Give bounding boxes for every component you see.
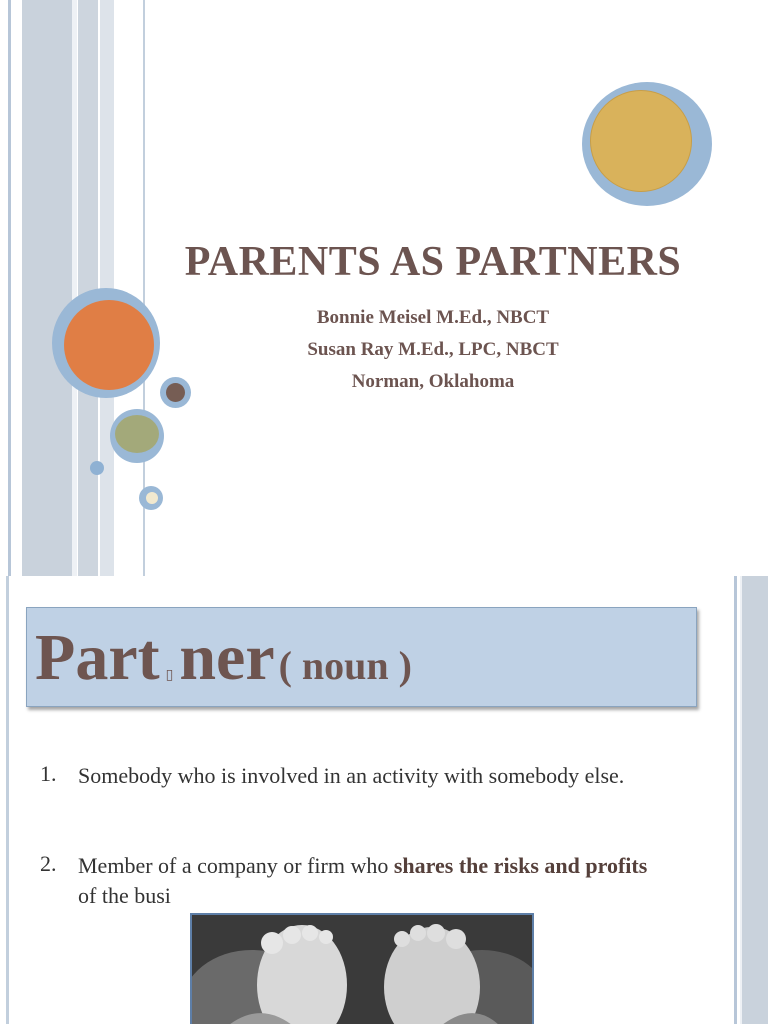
presenter-name-1: Bonnie Meisel M.Ed., NBCT — [316, 307, 550, 328]
decor-stripe — [6, 576, 9, 1024]
list-number: 1. — [40, 761, 57, 786]
decor-circle-orange — [64, 300, 154, 390]
decor-stripe — [734, 576, 737, 1024]
missing-glyph-icon: ▯ — [165, 667, 174, 683]
list-text — [78, 851, 718, 911]
heading-box — [26, 607, 697, 707]
decor-circle-small — [90, 461, 104, 475]
baby-feet-photo — [190, 913, 534, 1024]
decor-stripe — [8, 0, 11, 576]
presenter-location: Norman, Oklahoma — [351, 371, 515, 392]
list-number: 2. — [40, 851, 57, 876]
list-text-bold: shares the risks and profits — [393, 853, 648, 878]
decor-stripe — [22, 0, 72, 576]
list-text: Somebody who is involved in an activity with somebody else. — [78, 763, 625, 788]
slide-title: PARENTS AS PARTNERS — [184, 239, 682, 285]
slide-heading — [35, 620, 412, 696]
decor-circle-cream — [146, 492, 158, 504]
decor-stripe — [72, 0, 77, 576]
presenter-name-2: Susan Ray M.Ed., LPC, NBCT — [307, 339, 559, 360]
baby-feet-icon — [192, 915, 532, 1024]
list-text-tail: of the busi — [78, 883, 171, 908]
decor-circle-gold — [590, 90, 692, 192]
heading-part-of-speech: ( noun ) — [278, 643, 412, 688]
decor-circle-olive — [115, 415, 159, 453]
heading-syllable-2: ner — [179, 621, 275, 694]
definition-slide — [0, 576, 768, 1024]
list-text-plain: Member of a company or firm who — [78, 853, 394, 878]
decor-stripe — [742, 576, 768, 1024]
decor-stripe — [0, 0, 8, 576]
heading-syllable-1: Part — [35, 621, 160, 694]
